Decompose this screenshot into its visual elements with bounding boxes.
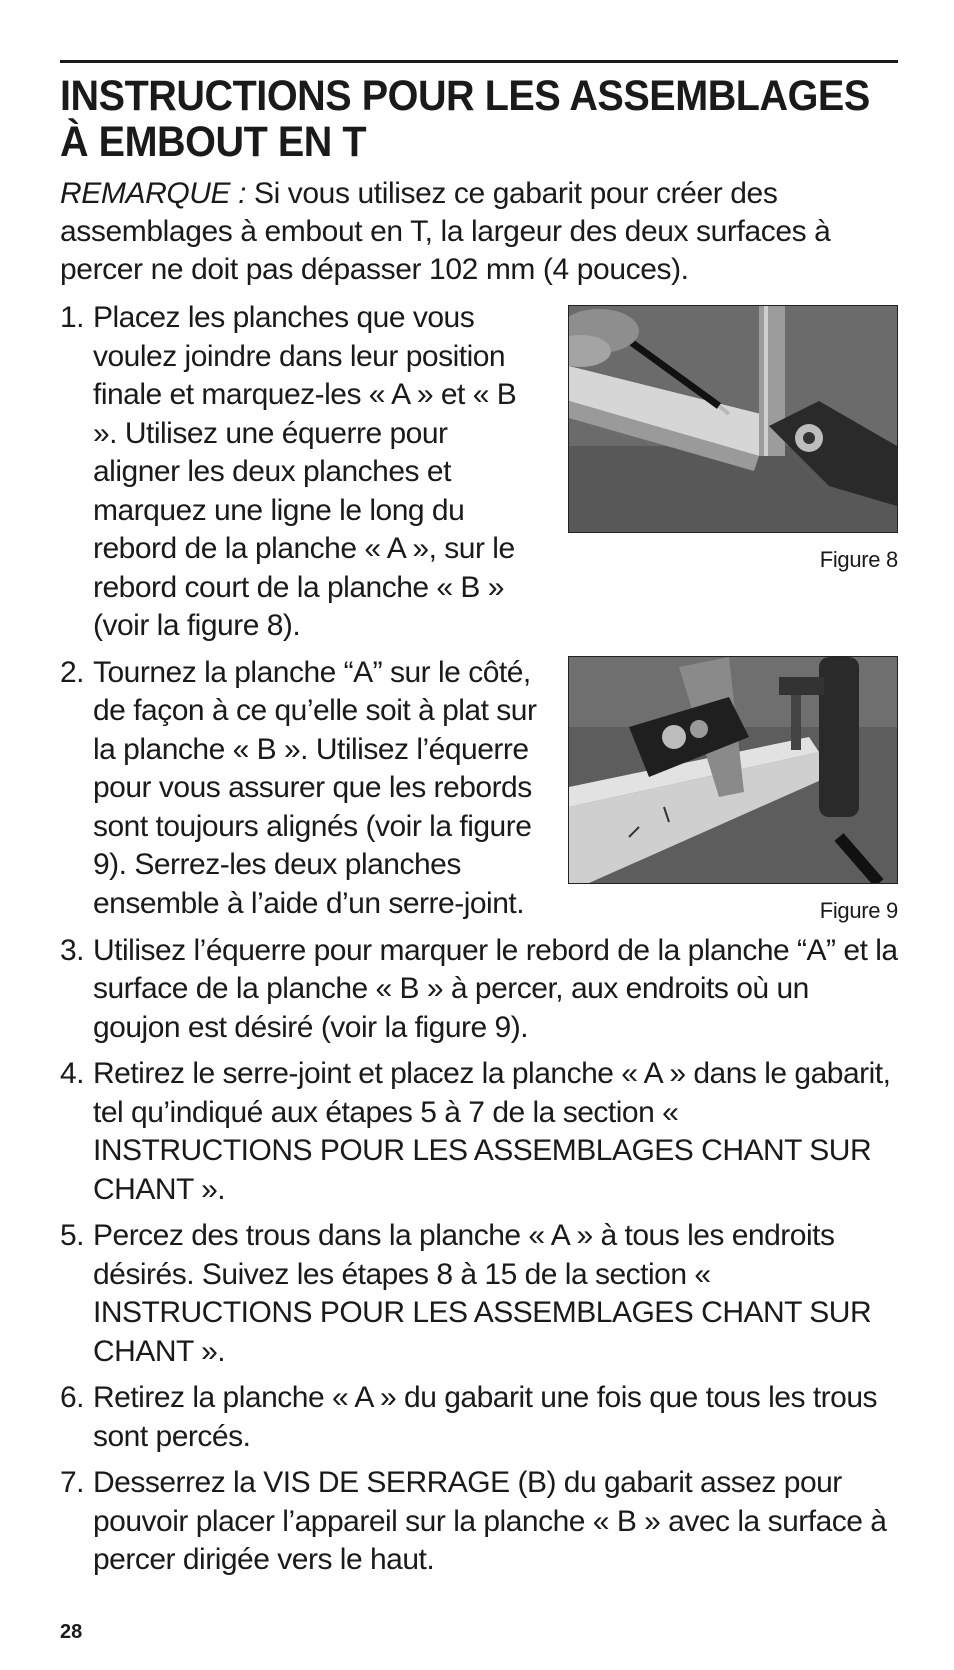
step-text-wrap [60, 299, 533, 646]
note-lead: REMARQUE : [60, 177, 247, 210]
step-number: 3. [60, 933, 85, 967]
steps-list [60, 299, 898, 1580]
document-page [60, 60, 898, 1588]
top-rule [60, 60, 898, 63]
figure-9-caption: Figure 9 [819, 897, 898, 923]
figure-8 [568, 305, 898, 573]
note-text: Si vous utilisez ce gabarit pour créer des assemblages à embout en T, la largeur des deux surfaces à percer ne doit pas dépasser 102 mm (4 pouces). [60, 177, 831, 286]
step-number: 2. [60, 655, 85, 689]
figure-9 [568, 656, 898, 924]
figure-9-illustration [569, 657, 897, 883]
step-item [60, 1379, 898, 1456]
page-title: INSTRUCTIONS POUR LES ASSEMBLAGES À EMBOUT EN T [60, 72, 870, 166]
step-item [60, 1464, 898, 1580]
step-item [60, 1055, 898, 1209]
step-row [60, 654, 898, 924]
step-text: Placez les planches que vous voulez joindre dans leur position finale et marquez-les « A » et « B ». Utilisez une équerre pour aligner les deux planches et marquez une ligne le long du rebord de la planche « A », sur le rebord court de la planche « B » (voir la figure 8). [93, 301, 517, 642]
step-text: Retirez le serre-joint et placez la planche « A » dans le gabarit, tel qu’indiqué aux étapes 5 à 7 de la section « INSTRUCTIONS POUR LES ASSEMBLAGES CHANT SUR CHANT ». [93, 1057, 891, 1206]
step-item [60, 654, 898, 924]
figure-8-illustration [569, 306, 897, 532]
note-paragraph [60, 175, 898, 289]
step-text-wrap [60, 654, 548, 924]
step-number: 7. [60, 1466, 85, 1499]
step-number: 1. [60, 301, 85, 334]
figure-9-photo [568, 656, 898, 884]
step-number: 6. [60, 1381, 85, 1414]
figure-8-caption: Figure 8 [819, 547, 898, 572]
page-number: 28 [60, 1621, 83, 1643]
step-text: Tournez la planche “A” sur le côté, de façon à ce qu’elle soit à plat sur la planche « B ». Utilisez l’équerre pour vous assurer que les rebords sont toujours alignés (voir la figure 9). Serrez-les deux planches ensemble à l’aide d’un serre-joint. [93, 655, 537, 920]
step-text: Desserrez la VIS DE SERRAGE (B) du gabarit assez pour pouvoir placer l’appareil sur la planche « B » avec la surface à percer dirigée vers le haut. [93, 1466, 887, 1576]
step-item [60, 299, 898, 646]
figure-8-photo [568, 305, 898, 533]
step-text: Percez des trous dans la planche « A » à tous les endroits désirés. Suivez les étapes 8 à 15 de la section « INSTRUCTIONS POUR LES ASSEMBLAGES CHANT SUR CHANT ». [93, 1219, 872, 1368]
step-text: Utilisez l’équerre pour marquer le rebord de la planche “A” et la surface de la planche « B » à percer, aux endroits où un goujon est désiré (voir la figure 9). [93, 933, 898, 1044]
step-text: Retirez la planche « A » du gabarit une fois que tous les trous sont percés. [93, 1381, 878, 1453]
step-item [60, 1217, 898, 1371]
step-row [60, 299, 898, 646]
step-number: 4. [60, 1057, 85, 1090]
step-item [60, 932, 898, 1048]
step-number: 5. [60, 1219, 85, 1252]
